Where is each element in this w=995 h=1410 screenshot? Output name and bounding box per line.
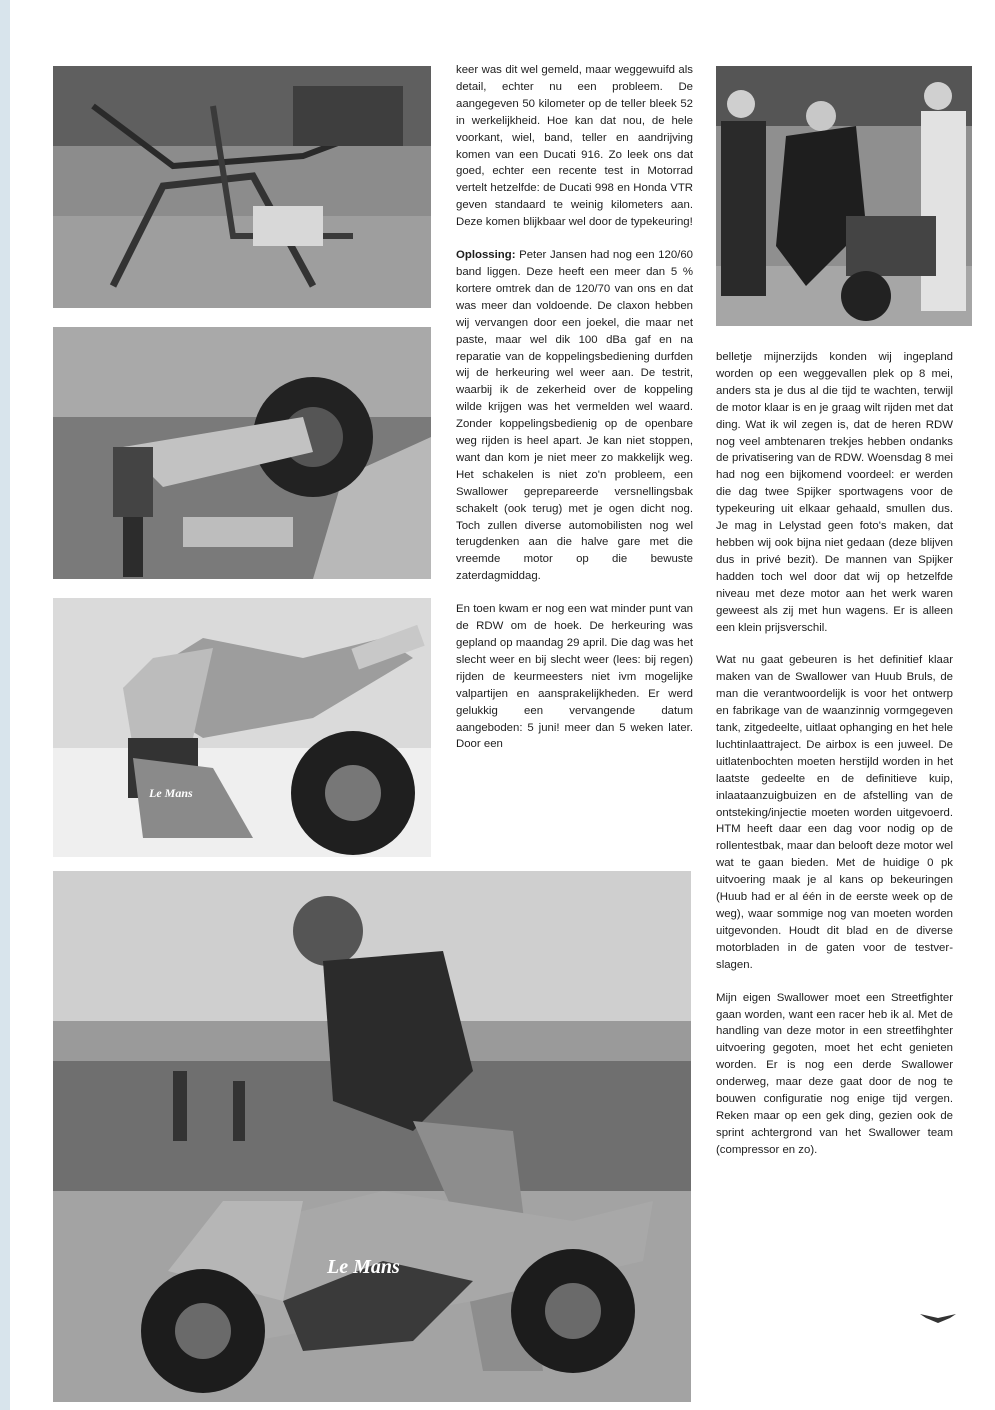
article-column-middle — [456, 62, 693, 769]
paragraph: belletje mijnerzijds konden wij ingepland worden op een weggevallen plek op 8 mei, anders sta je dus al die tijd te wachten, terwijl de motor klaar is en je graag wilt rijden met dat ding. Wat ik wil zegen is, dat de heren RDW nog veel ambtenaren trekjes hebben ondanks de privatisering van de RDW. Woensdag 8 mei had nog een bijkomend voordeel: er werden die dag twee Spijker sportwagens voor de typekeuring uit elkaar gehaald, smullen dus. Je mag in Lelystad geen foto's maken, dat hebben wij ook bijna niet gedaan (deze blijven dus in privé bezit). De mannen van Spijker hadden toch wel door dat wij op hetzelfde niveau met deze motor aan het werk waren geweest als zij met hun wagens. Er is alleen een klein prijsverschil. — [716, 351, 953, 634]
photo-motorcycle-side — [53, 598, 431, 857]
paragraph-text: Peter Jansen had nog een 120/60 band liggen. Deze heeft een meer dan 5 % kortere omtrek dan de 120/70 van ons en dat was meer dan voldoende. De claxon hebben wij vervangen door een joekel, die maar net paste, maar wel dik 100 dBa gaf en na reparatie van de koppelingsbediening durfden wij de herkeuring wel weer aan. De testrit, waarbij ik de zekerheid over de koppeling wilde krijgen was het vermelden wel waard. Zonder koppelingsbedienig op de openbare weg rijden is heel apart. Je kan niet stoppen, want dan kom je niet meer zo makkelijk weg. Het schakelen is niet zo'n probleem, een Swallower geprepareerde versnellingsbak schakelt (ook terug) met je ogen dicht nog. Toch zullen diverse automobilisten nog wel terugdenken aan die halve gare met die vreemde motor op die bewuste zaterdagmiddag. — [456, 249, 693, 583]
paragraph: Wat nu gaat gebeuren is het definitief klaar maken van de Swallower van Huub Bruls, de man die verantwoordelijk is voor het ontwerp en fabrikage van de waanzinnig vormgegeven tank, zitgedeelte, uitlaat ophanging en het hele luchtinlaattraject. De airbox is een juweel. De uitlatenbochten moeten herstijld worden in het laatste gedeelte en de definitieve kuip, inlaataanzuigbuizen en de afstelling van de ontsteking/injectie moeten worden uitgevoerd. HTM heeft daar een dag voor nodig op de rollentestbak, maar dan belooft deze motor wel wat te gaan bieden. Met de huidige 0 pk uitvoering maak je al kans op bekeuringen (Huub had er al één in de eerste week op de weg), waar sommige nog van moeten worden uitgevonden. Houdt dit blad en de diverse motorbladen in de gaten voor de testverslagen. — [716, 654, 953, 971]
paragraph: Mijn eigen Swallower moet een Streetfighter gaan worden, want een racer heb ik al. Met de handling van deze motor in een streetfihghter uitvoering gegoten, moet het echt genieten worden. Er is nog een derde Swallower onderweg, maar deze gaat door de nog te bouwen configuratie nog enige tijd vergen. Reken maar op een gek ding, gezien ook de sprint achtergrond van het Swallower team (compressor en zo). — [716, 991, 953, 1156]
lead-label: Oplossing: — [456, 249, 516, 262]
article-column-right — [716, 349, 953, 1175]
paragraph: keer was dit wel gemeld, maar weggewuifd als detail, echter nu een probleem. De aangegeven 50 kilometer op de teller bleek 52 in werkelijkheid. Hoe kan dat nou, de hele voorkant, wiel, band, teller en aandrijving komen van een Ducati 916. Zo leek ons dat goed, echter een recente test in Motorrad vertelt hetzelfde: de Ducati 998 en Honda VTR geven standaard te weinig kilometers aan. Deze komen blijkbaar wel door de typekeuring! — [456, 64, 693, 229]
fairing-logo-text-large: Le Mans — [327, 1256, 400, 1278]
photo-man-with-motorcycle — [53, 871, 691, 1402]
photo-workshop-men — [716, 66, 972, 326]
photo-rear-swingarm — [53, 327, 431, 579]
paragraph: En toen kwam er nog een wat minder punt van de RDW om de hoek. De herkeuring was gepland op maandag 29 april. Die dag was het slecht weer en bij slecht weer (lees: bij regen) rijden de keurmeesters niet ivm mogelijke valpartijen en aansprakelijkheden. Er werd gelukkig een vervangende datum aangeboden: 5 juni! meer dan 5 weken later. Door een — [456, 603, 693, 751]
page-edge — [0, 0, 10, 1410]
fairing-logo-text: Le Mans — [149, 786, 193, 800]
end-of-article-icon — [920, 1312, 956, 1324]
paragraph — [456, 247, 693, 585]
photo-frame-chassis — [53, 66, 431, 308]
